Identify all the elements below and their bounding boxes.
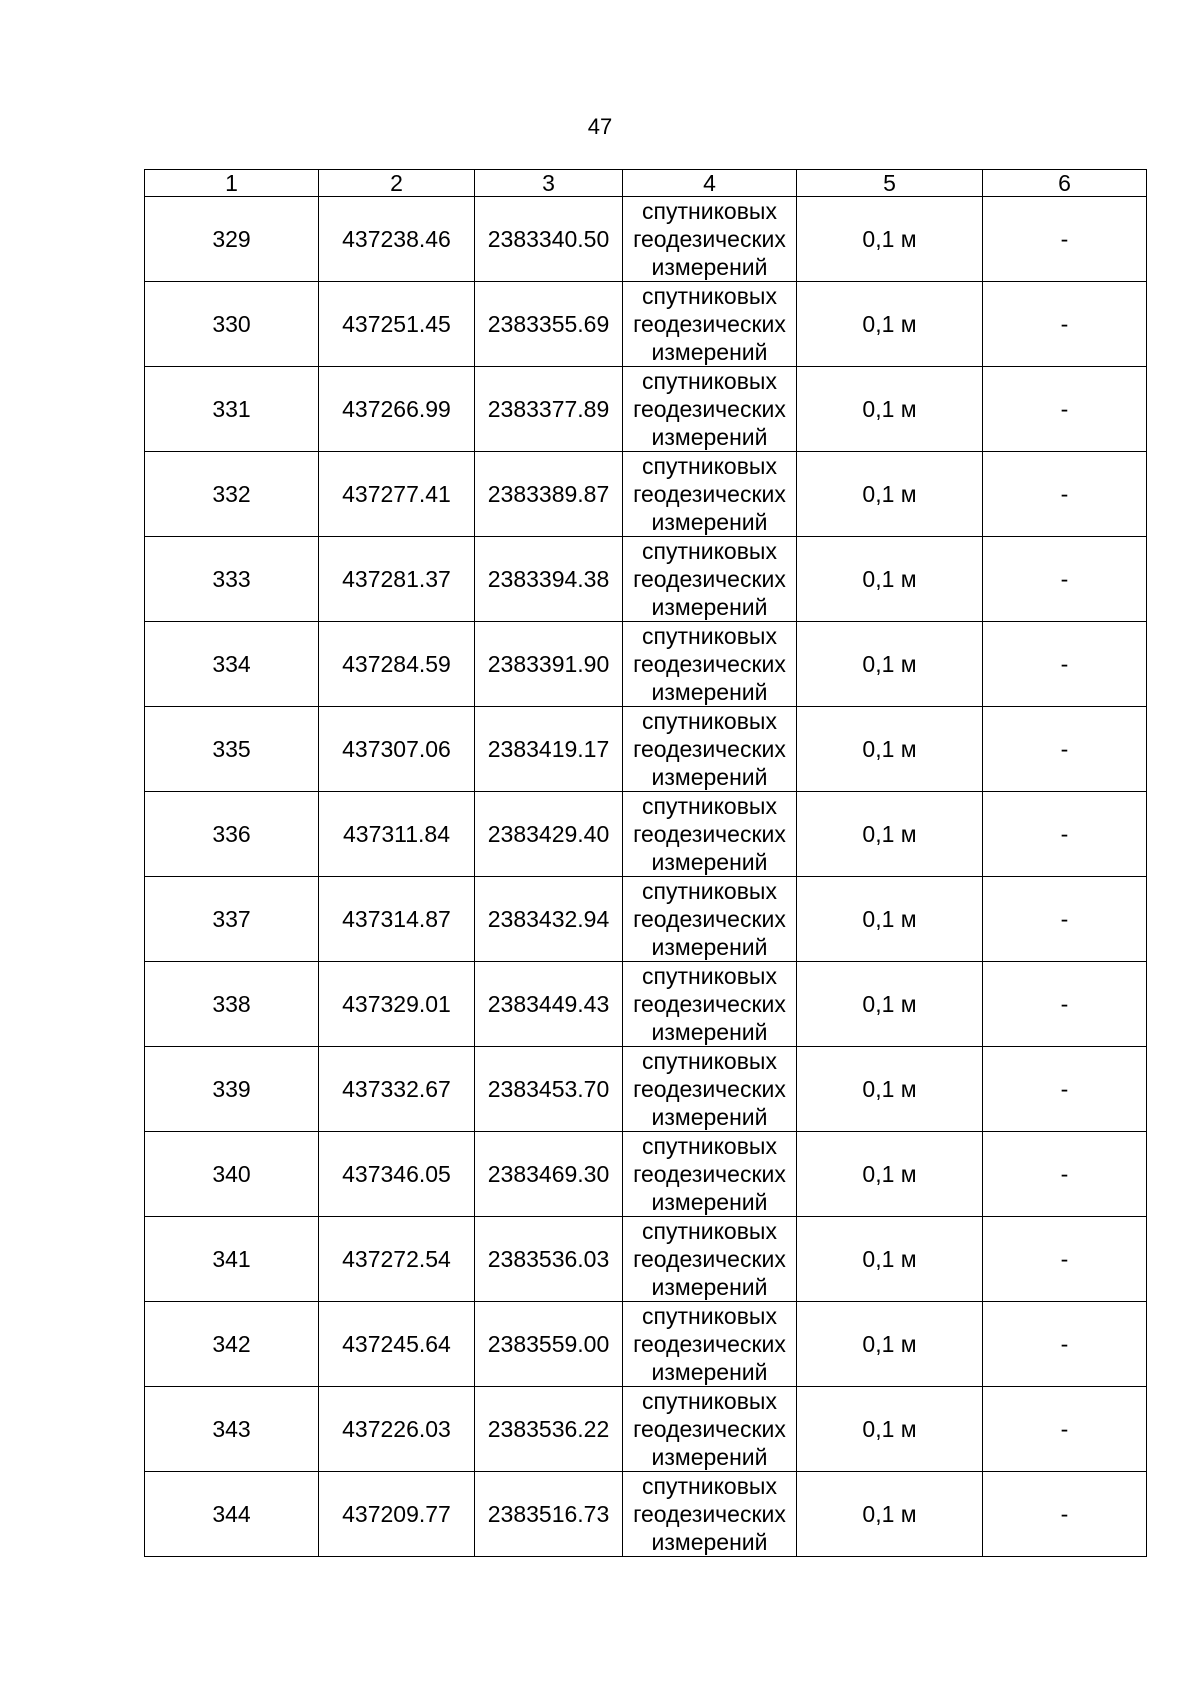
method-line: геодезических (633, 396, 786, 422)
method-line: измерений (651, 424, 768, 450)
method-line: спутниковых (642, 708, 777, 734)
table-row (145, 537, 1147, 622)
table-row (145, 1132, 1147, 1217)
table-row (145, 962, 1147, 1047)
accuracy-cell: 0,1 м (797, 1217, 983, 1302)
point-number-cell: 335 (145, 707, 319, 792)
method-line: геодезических (633, 226, 786, 252)
y-coordinate-cell: 2383449.43 (475, 962, 623, 1047)
note-cell: - (983, 537, 1147, 622)
y-coordinate-cell: 2383377.89 (475, 367, 623, 452)
header-cell-1: 1 (145, 170, 319, 197)
note-cell: - (983, 1047, 1147, 1132)
accuracy-cell: 0,1 м (797, 707, 983, 792)
method-cell (623, 792, 797, 877)
note-cell: - (983, 1132, 1147, 1217)
method-line: геодезических (633, 481, 786, 507)
accuracy-cell: 0,1 м (797, 1132, 983, 1217)
accuracy-cell: 0,1 м (797, 282, 983, 367)
header-cell-2: 2 (319, 170, 475, 197)
y-coordinate-cell: 2383391.90 (475, 622, 623, 707)
method-line: геодезических (633, 1076, 786, 1102)
point-number-cell: 342 (145, 1302, 319, 1387)
method-cell (623, 452, 797, 537)
method-line: спутниковых (642, 963, 777, 989)
point-number-cell: 336 (145, 792, 319, 877)
method-cell (623, 707, 797, 792)
y-coordinate-cell: 2383536.22 (475, 1387, 623, 1472)
accuracy-cell: 0,1 м (797, 877, 983, 962)
method-line: геодезических (633, 1161, 786, 1187)
header-cell-4: 4 (623, 170, 797, 197)
accuracy-cell: 0,1 м (797, 792, 983, 877)
method-line: геодезических (633, 311, 786, 337)
method-line: спутниковых (642, 453, 777, 479)
accuracy-cell: 0,1 м (797, 452, 983, 537)
method-line: измерений (651, 594, 768, 620)
point-number-cell: 329 (145, 197, 319, 282)
method-line: измерений (651, 1529, 768, 1555)
x-coordinate-cell: 437251.45 (319, 282, 475, 367)
note-cell: - (983, 622, 1147, 707)
method-cell (623, 1302, 797, 1387)
method-line: измерений (651, 764, 768, 790)
table-row (145, 282, 1147, 367)
table-row (145, 1387, 1147, 1472)
y-coordinate-cell: 2383340.50 (475, 197, 623, 282)
accuracy-cell: 0,1 м (797, 1302, 983, 1387)
method-line: спутниковых (642, 1218, 777, 1244)
x-coordinate-cell: 437284.59 (319, 622, 475, 707)
method-line: измерений (651, 509, 768, 535)
accuracy-cell: 0,1 м (797, 197, 983, 282)
point-number-cell: 340 (145, 1132, 319, 1217)
x-coordinate-cell: 437311.84 (319, 792, 475, 877)
note-cell: - (983, 707, 1147, 792)
method-line: измерений (651, 1274, 768, 1300)
x-coordinate-cell: 437329.01 (319, 962, 475, 1047)
method-line: геодезических (633, 991, 786, 1017)
y-coordinate-cell: 2383429.40 (475, 792, 623, 877)
table-row (145, 622, 1147, 707)
note-cell: - (983, 792, 1147, 877)
header-cell-3: 3 (475, 170, 623, 197)
accuracy-cell: 0,1 м (797, 367, 983, 452)
note-cell: - (983, 1387, 1147, 1472)
note-cell: - (983, 1217, 1147, 1302)
y-coordinate-cell: 2383516.73 (475, 1472, 623, 1557)
method-line: измерений (651, 339, 768, 365)
method-cell (623, 962, 797, 1047)
method-line: спутниковых (642, 878, 777, 904)
method-line: спутниковых (642, 793, 777, 819)
method-line: спутниковых (642, 1388, 777, 1414)
method-cell (623, 877, 797, 962)
method-line: измерений (651, 1019, 768, 1045)
method-line: спутниковых (642, 1048, 777, 1074)
note-cell: - (983, 197, 1147, 282)
method-cell (623, 537, 797, 622)
method-line: измерений (651, 254, 768, 280)
method-cell (623, 282, 797, 367)
table-row (145, 877, 1147, 962)
method-cell (623, 1387, 797, 1472)
method-line: спутниковых (642, 538, 777, 564)
method-line: измерений (651, 934, 768, 960)
point-number-cell: 334 (145, 622, 319, 707)
method-cell (623, 197, 797, 282)
table-row (145, 452, 1147, 537)
table-row (145, 1302, 1147, 1387)
y-coordinate-cell: 2383559.00 (475, 1302, 623, 1387)
table-row (145, 1217, 1147, 1302)
note-cell: - (983, 1302, 1147, 1387)
table-row (145, 1472, 1147, 1557)
x-coordinate-cell: 437238.46 (319, 197, 475, 282)
x-coordinate-cell: 437277.41 (319, 452, 475, 537)
method-cell (623, 1217, 797, 1302)
y-coordinate-cell: 2383536.03 (475, 1217, 623, 1302)
table-body (145, 170, 1147, 1557)
y-coordinate-cell: 2383389.87 (475, 452, 623, 537)
method-line: геодезических (633, 736, 786, 762)
method-line: геодезических (633, 1501, 786, 1527)
accuracy-cell: 0,1 м (797, 1472, 983, 1557)
accuracy-cell: 0,1 м (797, 1047, 983, 1132)
page-number: 47 (587, 114, 613, 139)
method-line: измерений (651, 1444, 768, 1470)
y-coordinate-cell: 2383453.70 (475, 1047, 623, 1132)
point-number-cell: 343 (145, 1387, 319, 1472)
x-coordinate-cell: 437332.67 (319, 1047, 475, 1132)
method-line: геодезических (633, 566, 786, 592)
y-coordinate-cell: 2383394.38 (475, 537, 623, 622)
point-number-cell: 333 (145, 537, 319, 622)
note-cell: - (983, 452, 1147, 537)
y-coordinate-cell: 2383432.94 (475, 877, 623, 962)
method-line: геодезических (633, 821, 786, 847)
x-coordinate-cell: 437281.37 (319, 537, 475, 622)
method-line: спутниковых (642, 623, 777, 649)
method-cell (623, 1132, 797, 1217)
method-line: измерений (651, 849, 768, 875)
table-row (145, 1047, 1147, 1132)
x-coordinate-cell: 437272.54 (319, 1217, 475, 1302)
method-cell (623, 1047, 797, 1132)
point-number-cell: 344 (145, 1472, 319, 1557)
method-line: спутниковых (642, 283, 777, 309)
point-number-cell: 341 (145, 1217, 319, 1302)
method-line: спутниковых (642, 1133, 777, 1159)
point-number-cell: 337 (145, 877, 319, 962)
method-line: геодезических (633, 906, 786, 932)
accuracy-cell: 0,1 м (797, 1387, 983, 1472)
note-cell: - (983, 1472, 1147, 1557)
note-cell: - (983, 282, 1147, 367)
method-cell (623, 1472, 797, 1557)
point-number-cell: 331 (145, 367, 319, 452)
x-coordinate-cell: 437226.03 (319, 1387, 475, 1472)
method-line: геодезических (633, 1416, 786, 1442)
method-line: спутниковых (642, 198, 777, 224)
point-number-cell: 332 (145, 452, 319, 537)
table-row (145, 367, 1147, 452)
note-cell: - (983, 962, 1147, 1047)
header-cell-5: 5 (797, 170, 983, 197)
point-number-cell: 339 (145, 1047, 319, 1132)
table-row (145, 707, 1147, 792)
method-line: спутниковых (642, 1303, 777, 1329)
x-coordinate-cell: 437266.99 (319, 367, 475, 452)
x-coordinate-cell: 437307.06 (319, 707, 475, 792)
y-coordinate-cell: 2383419.17 (475, 707, 623, 792)
method-line: спутниковых (642, 1473, 777, 1499)
y-coordinate-cell: 2383469.30 (475, 1132, 623, 1217)
point-number-cell: 338 (145, 962, 319, 1047)
x-coordinate-cell: 437346.05 (319, 1132, 475, 1217)
x-coordinate-cell: 437314.87 (319, 877, 475, 962)
method-line: измерений (651, 1189, 768, 1215)
note-cell: - (983, 367, 1147, 452)
method-line: измерений (651, 679, 768, 705)
x-coordinate-cell: 437209.77 (319, 1472, 475, 1557)
note-cell: - (983, 877, 1147, 962)
coordinates-table (144, 169, 1147, 1557)
method-cell (623, 367, 797, 452)
table-row (145, 197, 1147, 282)
method-line: спутниковых (642, 368, 777, 394)
point-number-cell: 330 (145, 282, 319, 367)
y-coordinate-cell: 2383355.69 (475, 282, 623, 367)
header-cell-6: 6 (983, 170, 1147, 197)
method-line: геодезических (633, 1246, 786, 1272)
table-row (145, 792, 1147, 877)
method-line: измерений (651, 1359, 768, 1385)
accuracy-cell: 0,1 м (797, 622, 983, 707)
method-line: геодезических (633, 1331, 786, 1357)
accuracy-cell: 0,1 м (797, 537, 983, 622)
accuracy-cell: 0,1 м (797, 962, 983, 1047)
table-header-row (145, 170, 1147, 197)
method-line: геодезических (633, 651, 786, 677)
method-cell (623, 622, 797, 707)
x-coordinate-cell: 437245.64 (319, 1302, 475, 1387)
method-line: измерений (651, 1104, 768, 1130)
